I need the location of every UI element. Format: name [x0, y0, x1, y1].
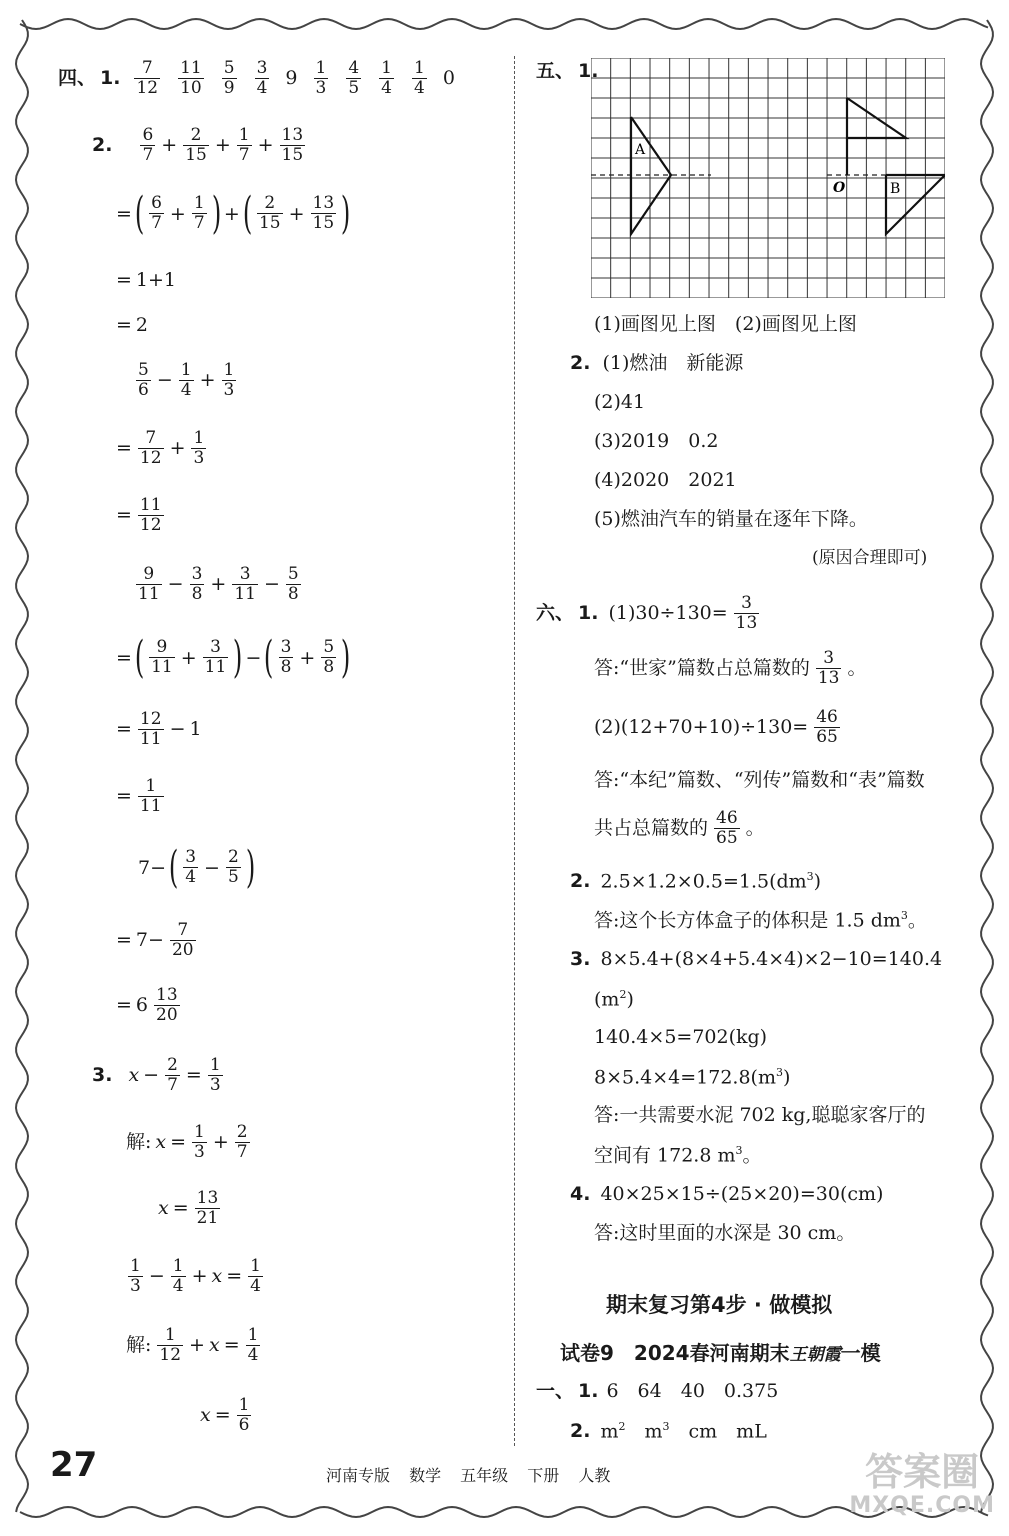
- q4-2-expr3-step1: = ( 9 11 + $\frac{3}{11}$ ) − ( 3 8 + $\frac{5}{8}$ ): [116, 632, 351, 683]
- q4-2-expr1: 2. 6 7 + $\frac{2}{15}$ + $\frac{1}{7}$ + $\frac{13}{15}$: [92, 125, 304, 165]
- q5-1-label: 1.: [578, 60, 599, 82]
- answer-fraction: 5 9: [223, 58, 235, 98]
- q5-2-line4: (4)2020 2021: [594, 469, 737, 491]
- q4-2-expr3: 9 11 − $\frac{3}{8}$ + $\frac{3}{11}$ − $\frac{5}{8}$: [138, 564, 299, 604]
- q6-1-line2: (2)(12+70+10)÷130= $\frac{46}{65}$: [594, 707, 838, 747]
- q5-2-line2: (2)41: [594, 391, 646, 413]
- section-label-4: 四、: [58, 67, 97, 90]
- author-signature: 王朝霞: [789, 1345, 841, 1365]
- q4-2-expr3-step2: = $\frac{12}{11}$ − 1: [116, 709, 202, 749]
- watermark: [849, 1452, 995, 1518]
- q4-2-expr4-step2: = 6 13 20: [116, 985, 178, 1025]
- q4-2-step1: = ( 6 7 + $\frac{1}{7}$ ) + ( 2 15 + $\frac{13}{15}$ ): [116, 188, 351, 239]
- q6-3-line1: 3. 8×5.4+(8×4+5.4×4)×2−10=140.4: [570, 948, 943, 970]
- q6-4-label: 4.: [570, 1183, 591, 1205]
- q4-1-label: 1.: [100, 67, 121, 90]
- fraction: 6 7: [142, 125, 154, 165]
- q6-3-answer2: 空间有 172.8 $m^3$。: [594, 1144, 762, 1167]
- s1-q1-label: 1.: [578, 1380, 599, 1402]
- q6-3-line4: $8\times 5.4\times 4=172.8(m^3)$: [594, 1066, 791, 1089]
- figure-a-label: A: [635, 142, 646, 158]
- answer-fraction: 7 12: [136, 58, 159, 98]
- q4-2-expr2: 5 6 − $\frac{1}{4}$ + $\frac{1}{3}$: [138, 360, 235, 400]
- fraction: $\frac{1}{7}$: [238, 125, 250, 165]
- q5-2-label: 2.: [570, 352, 591, 374]
- q6-3-line3: 140.4×5=702(kg): [594, 1026, 768, 1048]
- answer-fraction: 1 4: [381, 58, 392, 98]
- q5-2-note: (原因合理即可): [812, 548, 928, 568]
- q4-1-line: [58, 60, 455, 98]
- q6-4-answer: 答:这时里面的水深是 30 cm。: [594, 1222, 856, 1244]
- q6-1-line1: 六、 1. (1)30÷130= $\frac{3}{13}$: [536, 593, 758, 633]
- review-step-heading: 期末复习第4步 · 做模拟: [606, 1293, 833, 1317]
- q4-3-label: 3.: [92, 1064, 113, 1087]
- paper-title: 试卷9 2024春河南期末王朝霞一模: [560, 1341, 881, 1365]
- q6-2-label: 2.: [570, 869, 591, 892]
- q4-2-expr2-step2: = $\frac{11}{12}$: [116, 495, 162, 535]
- fraction: $\frac{13}{15}$: [281, 125, 304, 165]
- q6-2-line1: 2. $2.5\times 1.2\times 0.5=1.5(dm^3)$: [570, 869, 822, 893]
- q6-3-line2: $(m^2)$: [594, 988, 634, 1011]
- column-divider: [514, 56, 515, 1446]
- answer-fraction: 3 4: [256, 58, 268, 98]
- fraction: $\frac{2}{15}$: [185, 125, 207, 165]
- q6-1-answer1: 答:“世家”篇数占总篇数的 3 13 。: [594, 648, 867, 688]
- q6-3-answer1: 答:一共需要水泥 702 kg,聪聪家客厅的: [594, 1104, 926, 1126]
- section-label-5: 五、: [536, 60, 575, 82]
- section-label-1: 一、: [536, 1380, 575, 1402]
- answer-fraction: 11 10: [180, 58, 202, 98]
- q5-1-answer: (1)画图见上图 (2)画图见上图: [594, 313, 857, 335]
- q5-2-line5: (5)燃油汽车的销量在逐年下降。: [594, 508, 868, 530]
- footer-book-info: 河南专版 数学 五年级 下册 人教: [326, 1466, 611, 1485]
- origin-label: O: [833, 180, 846, 196]
- answer-value: 9: [285, 67, 298, 90]
- answer-value: 0: [442, 67, 455, 90]
- q4-3-eq1: 3. x − $\frac{2}{7}$ = $\frac{1}{3}$: [92, 1055, 221, 1095]
- page-number: 27: [50, 1445, 98, 1485]
- q4-3-eq2-step2: x = $\frac{1}{6}$: [200, 1395, 250, 1435]
- figure-b-label: B: [890, 181, 901, 197]
- q4-2-label: 2.: [92, 134, 113, 157]
- q4-2-expr4: 7− ( 3 4 − $\frac{2}{5}$ ): [138, 842, 256, 893]
- q4-2-expr4-step1: = 7− $\frac{7}{20}$: [116, 920, 194, 960]
- watermark-logo-text: 答案圈: [865, 1450, 980, 1494]
- q6-1-answer2b: 共占总篇数的 46 65 。: [594, 808, 765, 848]
- q4-3-eq1-step2: x = $\frac{13}{21}$: [158, 1188, 219, 1228]
- q4-2-step2: = 1+1: [116, 269, 177, 291]
- q6-1-answer2a: 答:“本纪”篇数、“列传”篇数和“表”篇数: [594, 769, 925, 791]
- q5-2-line1: 2. (1)燃油 新能源: [570, 352, 744, 374]
- q4-2-step3: = 2: [116, 314, 149, 336]
- q6-2-answer: 答:这个长方体盒子的体积是 1.5 $dm^3$。: [594, 909, 927, 932]
- q4-1-answers: [132, 60, 454, 98]
- s1-q1-line: 一、 1. 6 64 40 0.375: [536, 1380, 779, 1402]
- watermark-url: MXQE.COM: [849, 1492, 995, 1518]
- q5-2-line3: (3)2019 0.2: [594, 430, 719, 452]
- q6-3-label: 3.: [570, 948, 591, 970]
- s1-q2-line: 2. $m^2$ $m^3$ cm mL: [570, 1419, 767, 1443]
- q6-1-label: 1.: [578, 602, 599, 625]
- q4-3-eq2: 1 3 − $\frac{1}{4}$ + x = $\frac{1}{4}$: [130, 1256, 261, 1296]
- q4-3-eq1-step1: 解: x = $\frac{1}{3}$ + $\frac{2}{7}$: [126, 1122, 248, 1162]
- transformation-grid: [591, 58, 945, 298]
- q4-2-expr2-step1: = $\frac{7}{12}$ + $\frac{1}{3}$: [116, 428, 205, 468]
- s1-q2-label: 2.: [570, 1419, 591, 1442]
- q4-2-expr3-step3: = $\frac{1}{11}$: [116, 776, 162, 816]
- answer-fraction: 1 4: [413, 58, 425, 98]
- q6-4-line1: 4. 40×25×15÷(25×20)=30(cm): [570, 1183, 884, 1205]
- q5-1-header: [536, 62, 598, 81]
- answer-fraction: 4 5: [348, 58, 360, 98]
- q4-3-eq2-step1: 解: 1 12 + x = $\frac{1}{4}$: [126, 1325, 259, 1365]
- section-label-6: 六、: [536, 602, 575, 625]
- answer-fraction: 1 3: [315, 58, 327, 98]
